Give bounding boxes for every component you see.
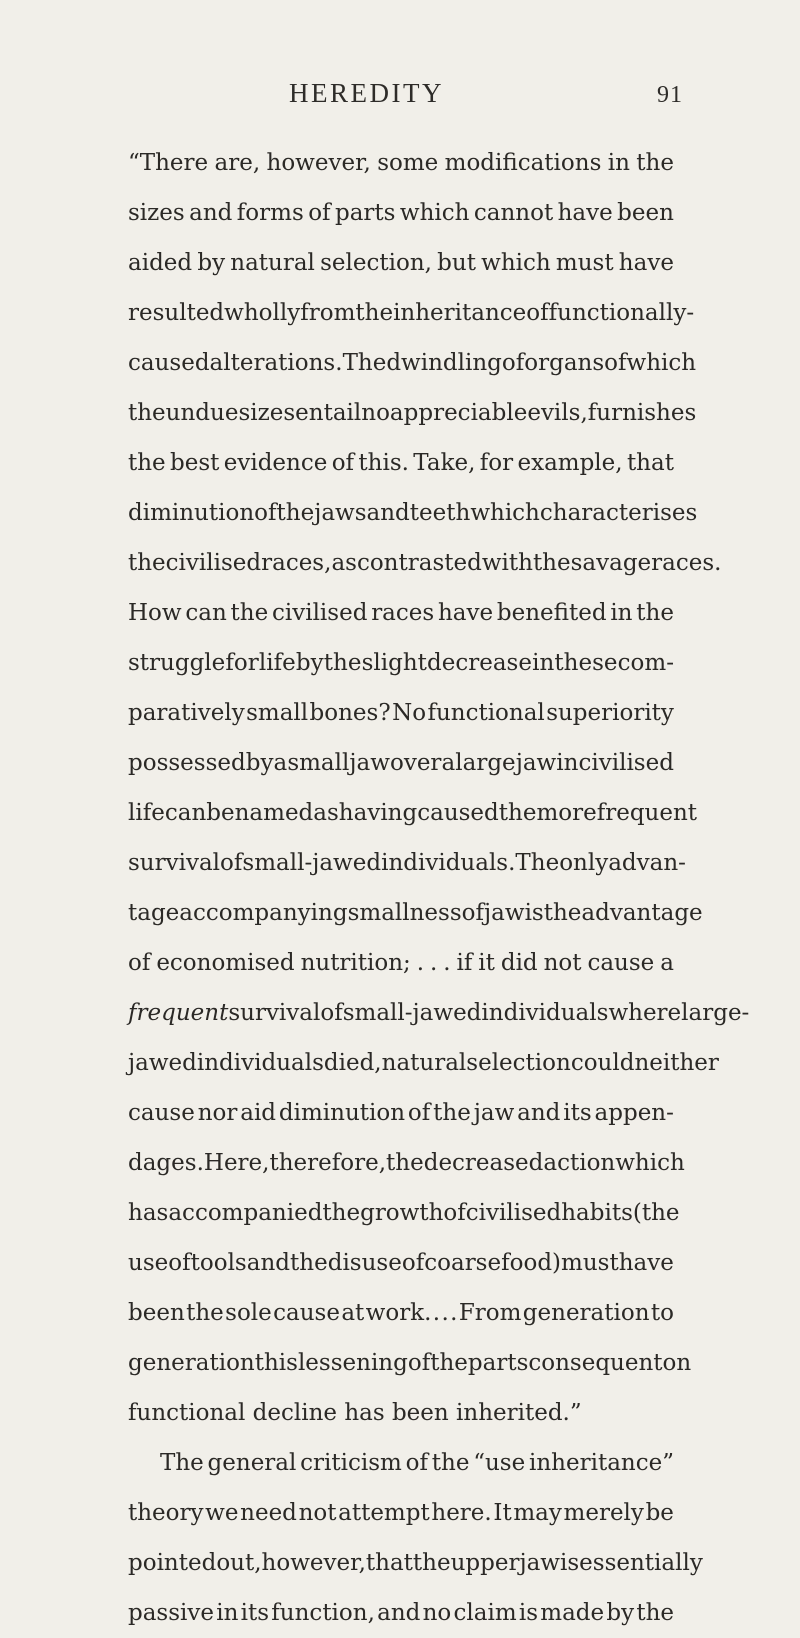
- italic-emphasis: frequent: [128, 1000, 229, 1026]
- text-line: the undue sizes entail no appreciable evils, furnishes: [128, 400, 697, 426]
- text-line: paratively small bones? No functional superiority: [128, 700, 674, 726]
- text-line: dages. Here, therefore, the decreased action which: [128, 1150, 685, 1176]
- text-line: generation this lessening of the parts consequent on: [128, 1350, 692, 1376]
- text-line: cause nor aid diminution of the jaw and its appen-: [128, 1100, 674, 1126]
- text-line: resulted wholly from the inheritance of functionally-: [128, 300, 695, 326]
- running-title: HEREDITY: [289, 78, 444, 108]
- text-line: passive in its function, and no claim is made by the: [128, 1600, 674, 1626]
- text-line: the best evidence of this. Take, for example, that: [128, 450, 674, 476]
- text-line-with-italic: frequent survival of small-jawed individuals where large-: [128, 1000, 750, 1026]
- text-line: life can be named as having caused the more frequent: [128, 800, 698, 826]
- text-line: struggle for life by the slight decrease in these com-: [128, 650, 674, 676]
- text-line: possessed by a small jaw over a large jaw in civilised: [128, 750, 674, 776]
- paragraph-end-line: functional decline has been inherited.”: [128, 1400, 582, 1426]
- text-line: jawed individuals died, natural selection could neither: [128, 1050, 719, 1076]
- text-line: of economised nutrition; . . . if it did not cause a: [128, 950, 674, 976]
- text-line: use of tools and the disuse of coarse food) must have: [128, 1250, 674, 1276]
- body-text: [128, 138, 750, 1638]
- text-line: been the sole cause at work. . . . From generation to: [128, 1300, 674, 1326]
- text-line: diminution of the jaws and teeth which characterises: [128, 500, 698, 526]
- text-line: tage accompanying smallness of jaw is the advantage: [128, 900, 703, 926]
- text-line: caused alterations. The dwindling of organs of which: [128, 350, 697, 376]
- text-line: survival of small-jawed individuals. The only advan-: [128, 850, 686, 876]
- running-head: [0, 78, 800, 112]
- text-line: aided by natural selection, but which must have: [128, 250, 674, 276]
- text-line: “There are, however, some modifications in the: [128, 150, 674, 176]
- text-line: the civilised races, as contrasted with the savage races.: [128, 550, 722, 576]
- text-line: theory we need not attempt here. It may merely be: [128, 1500, 674, 1526]
- text-line: sizes and forms of parts which cannot have been: [128, 200, 674, 226]
- text-line: pointed out, however, that the upper jaw is essentially: [128, 1550, 703, 1576]
- text-line: has accompanied the growth of civilised habits (the: [128, 1200, 680, 1226]
- paragraph-start-line: The general criticism of the “use inheritance”: [160, 1450, 674, 1476]
- page-number: 91: [657, 82, 683, 108]
- text-line: How can the civilised races have benefited in the: [128, 600, 674, 626]
